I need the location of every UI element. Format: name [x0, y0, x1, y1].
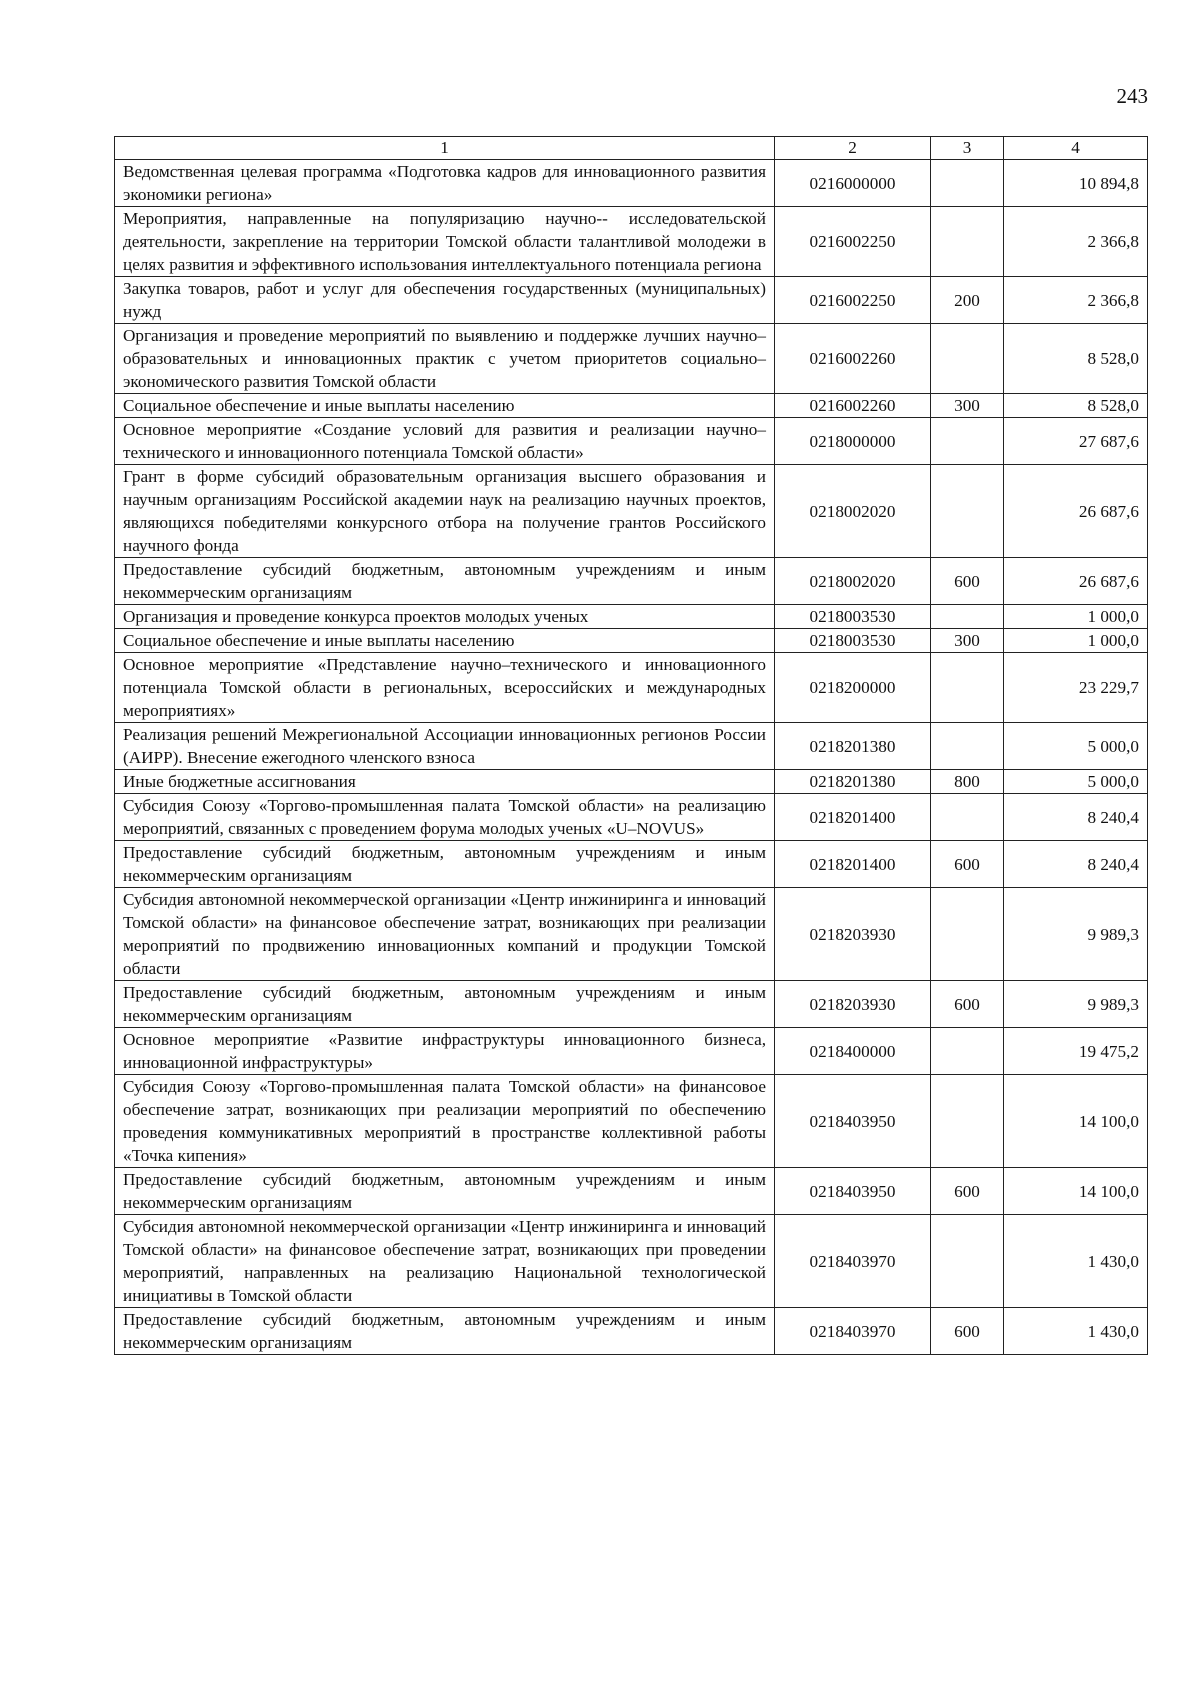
column-header-4: 4 — [1004, 137, 1148, 160]
row-amount-cell: 1 000,0 — [1004, 629, 1148, 653]
table-row — [115, 394, 1148, 418]
row-code-cell: 0216000000 — [775, 160, 931, 207]
table-body — [115, 160, 1148, 1355]
row-code-cell: 0218403950 — [775, 1075, 931, 1168]
row-name-cell: Реализация решений Межрегиональной Ассоциации инновационных регионов России (АИРР). Внесение ежегодного членского взноса — [115, 723, 775, 770]
table-row — [115, 841, 1148, 888]
row-expense-type-cell — [931, 653, 1004, 723]
row-amount-cell: 1 430,0 — [1004, 1215, 1148, 1308]
table-row — [115, 1215, 1148, 1308]
table-row — [115, 794, 1148, 841]
table-row — [115, 605, 1148, 629]
row-code-cell: 0218002020 — [775, 465, 931, 558]
row-code-cell: 0218400000 — [775, 1028, 931, 1075]
table-row — [115, 324, 1148, 394]
row-expense-type-cell: 600 — [931, 841, 1004, 888]
row-amount-cell: 1 000,0 — [1004, 605, 1148, 629]
row-name-cell: Предоставление субсидий бюджетным, автономным учреждениям и иным некоммерческим организациям — [115, 981, 775, 1028]
row-name-cell: Социальное обеспечение и иные выплаты населению — [115, 394, 775, 418]
row-amount-cell: 9 989,3 — [1004, 888, 1148, 981]
row-amount-cell: 23 229,7 — [1004, 653, 1148, 723]
row-code-cell: 0218201400 — [775, 841, 931, 888]
row-name-cell: Грант в форме субсидий образовательным организация высшего образования и научным организациям Российской академии наук на реализацию научных проектов, являющихся победителями конкурсного отбора на получение грантов Российского научного фонда — [115, 465, 775, 558]
row-name-cell: Предоставление субсидий бюджетным, автономным учреждениям и иным некоммерческим организациям — [115, 1168, 775, 1215]
row-expense-type-cell — [931, 1215, 1004, 1308]
table-row — [115, 981, 1148, 1028]
row-expense-type-cell — [931, 324, 1004, 394]
row-code-cell: 0218002020 — [775, 558, 931, 605]
row-code-cell: 0216002260 — [775, 394, 931, 418]
row-name-cell: Субсидия автономной некоммерческой организации «Центр инжиниринга и инноваций Томской области» на финансовое обеспечение затрат, возникающих при реализации мероприятий по продвижению инновационных компаний и продукции Томской области — [115, 888, 775, 981]
row-code-cell: 0218201400 — [775, 794, 931, 841]
row-name-cell: Основное мероприятие «Представление научно–технического и инновационного потенциала Томской области в региональных, всероссийских и международных мероприятиях» — [115, 653, 775, 723]
row-name-cell: Субсидия автономной некоммерческой организации «Центр инжиниринга и инноваций Томской области» на финансовое обеспечение затрат, возникающих при проведении мероприятий, направленных на реализацию Национальной технологической инициативы в Томской области — [115, 1215, 775, 1308]
row-name-cell: Закупка товаров, работ и услуг для обеспечения государственных (муниципальных) нужд — [115, 277, 775, 324]
table-row — [115, 1168, 1148, 1215]
row-name-cell: Основное мероприятие «Развитие инфраструктуры инновационного бизнеса, инновационной инфраструктуры» — [115, 1028, 775, 1075]
row-expense-type-cell: 600 — [931, 1308, 1004, 1355]
row-amount-cell: 2 366,8 — [1004, 207, 1148, 277]
row-code-cell: 0218403970 — [775, 1215, 931, 1308]
row-expense-type-cell — [931, 888, 1004, 981]
table-row — [115, 1308, 1148, 1355]
table-row — [115, 653, 1148, 723]
row-name-cell: Предоставление субсидий бюджетным, автономным учреждениям и иным некоммерческим организациям — [115, 1308, 775, 1355]
table-row — [115, 888, 1148, 981]
row-amount-cell: 14 100,0 — [1004, 1168, 1148, 1215]
row-name-cell: Социальное обеспечение и иные выплаты населению — [115, 629, 775, 653]
row-expense-type-cell — [931, 723, 1004, 770]
row-code-cell: 0218203930 — [775, 981, 931, 1028]
row-expense-type-cell: 600 — [931, 981, 1004, 1028]
table-row — [115, 418, 1148, 465]
row-expense-type-cell: 600 — [931, 1168, 1004, 1215]
row-name-cell: Предоставление субсидий бюджетным, автономным учреждениям и иным некоммерческим организациям — [115, 841, 775, 888]
row-expense-type-cell — [931, 465, 1004, 558]
row-code-cell: 0216002250 — [775, 207, 931, 277]
row-expense-type-cell — [931, 1075, 1004, 1168]
table-row — [115, 558, 1148, 605]
table-row — [115, 629, 1148, 653]
row-expense-type-cell: 200 — [931, 277, 1004, 324]
row-expense-type-cell: 300 — [931, 394, 1004, 418]
row-code-cell: 0218403950 — [775, 1168, 931, 1215]
row-expense-type-cell — [931, 160, 1004, 207]
row-expense-type-cell: 300 — [931, 629, 1004, 653]
budget-table — [114, 136, 1148, 1355]
row-expense-type-cell — [931, 605, 1004, 629]
column-header-2: 2 — [775, 137, 931, 160]
row-name-cell: Иные бюджетные ассигнования — [115, 770, 775, 794]
row-amount-cell: 26 687,6 — [1004, 558, 1148, 605]
table-row — [115, 770, 1148, 794]
row-amount-cell: 8 528,0 — [1004, 394, 1148, 418]
row-name-cell: Основное мероприятие «Создание условий для развития и реализации научно–технического и инновационного потенциала Томской области» — [115, 418, 775, 465]
row-code-cell: 0218201380 — [775, 770, 931, 794]
row-name-cell: Субсидия Союзу «Торгово-промышленная палата Томской области» на реализацию мероприятий, связанных с проведением форума молодых ученых «U–NOVUS» — [115, 794, 775, 841]
row-expense-type-cell — [931, 207, 1004, 277]
table-row — [115, 277, 1148, 324]
table-row — [115, 160, 1148, 207]
row-amount-cell: 5 000,0 — [1004, 770, 1148, 794]
row-code-cell: 0216002250 — [775, 277, 931, 324]
row-amount-cell: 8 528,0 — [1004, 324, 1148, 394]
row-code-cell: 0218200000 — [775, 653, 931, 723]
row-amount-cell: 8 240,4 — [1004, 841, 1148, 888]
row-code-cell: 0218203930 — [775, 888, 931, 981]
row-amount-cell: 5 000,0 — [1004, 723, 1148, 770]
row-amount-cell: 8 240,4 — [1004, 794, 1148, 841]
table-row — [115, 1028, 1148, 1075]
row-amount-cell: 14 100,0 — [1004, 1075, 1148, 1168]
table-row — [115, 465, 1148, 558]
row-amount-cell: 2 366,8 — [1004, 277, 1148, 324]
table-row — [115, 207, 1148, 277]
row-name-cell: Ведомственная целевая программа «Подготовка кадров для инновационного развития экономики региона» — [115, 160, 775, 207]
row-expense-type-cell: 800 — [931, 770, 1004, 794]
table-header — [115, 137, 1148, 160]
row-amount-cell: 19 475,2 — [1004, 1028, 1148, 1075]
row-code-cell: 0216002260 — [775, 324, 931, 394]
row-code-cell: 0218003530 — [775, 629, 931, 653]
row-code-cell: 0218403970 — [775, 1308, 931, 1355]
row-amount-cell: 9 989,3 — [1004, 981, 1148, 1028]
table-row — [115, 723, 1148, 770]
row-name-cell: Организация и проведение мероприятий по выявлению и поддержке лучших научно–образовательных и инновационных практик с учетом приоритетов социально–экономического развития Томской области — [115, 324, 775, 394]
row-code-cell: 0218003530 — [775, 605, 931, 629]
row-name-cell: Субсидия Союзу «Торгово-промышленная палата Томской области» на финансовое обеспечение затрат, возникающих при реализации мероприятий по обеспечению проведения коммуникативных мероприятий в пространстве коллективной работы «Точка кипения» — [115, 1075, 775, 1168]
column-header-3: 3 — [931, 137, 1004, 160]
row-amount-cell: 1 430,0 — [1004, 1308, 1148, 1355]
row-amount-cell: 10 894,8 — [1004, 160, 1148, 207]
row-expense-type-cell — [931, 1028, 1004, 1075]
row-amount-cell: 27 687,6 — [1004, 418, 1148, 465]
header-row — [115, 137, 1148, 160]
row-name-cell: Мероприятия, направленные на популяризацию научно-- исследовательской деятельности, закрепление на территории Томской области талантливой молодежи в целях развития и эффективного использования интеллектуального потенциала региона — [115, 207, 775, 277]
row-code-cell: 0218201380 — [775, 723, 931, 770]
row-expense-type-cell — [931, 418, 1004, 465]
row-name-cell: Предоставление субсидий бюджетным, автономным учреждениям и иным некоммерческим организациям — [115, 558, 775, 605]
row-name-cell: Организация и проведение конкурса проектов молодых ученых — [115, 605, 775, 629]
row-amount-cell: 26 687,6 — [1004, 465, 1148, 558]
row-expense-type-cell — [931, 794, 1004, 841]
table-row — [115, 1075, 1148, 1168]
row-expense-type-cell: 600 — [931, 558, 1004, 605]
column-header-1: 1 — [115, 137, 775, 160]
row-code-cell: 0218000000 — [775, 418, 931, 465]
page-number: 243 — [1116, 84, 1148, 108]
